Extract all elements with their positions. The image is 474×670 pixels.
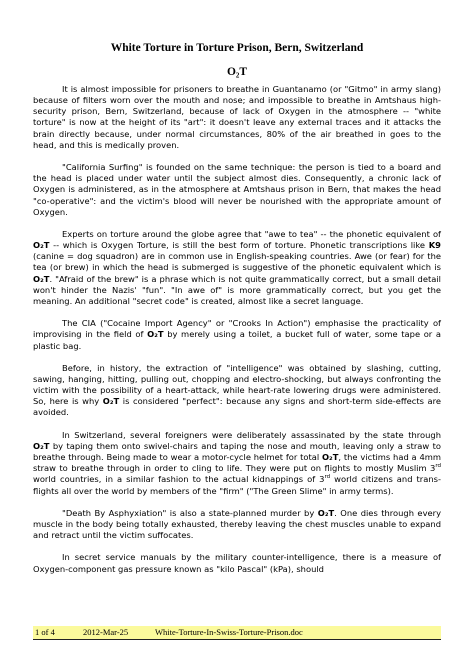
page-footer (33, 626, 441, 639)
paragraph-1: It is almost impossible for prisoners to breathe in Guantanamo (or "Gitmo" in army slang) because of filters worn over the mouth and nose; and impossible to breathe in Amtshaus high-security prison, Bern, Switzerland, because of lack of Oxygen in the atmosphere -- "white torture" is now at the height of its "art": it doesn't leave any external traces and it attacks the brain directly because, under normal circumstances, 80% of the air breathed in goes to the head, and this is medically proven. (33, 84, 441, 150)
paragraph-7: "Death By Asphyxiation" is also a state-planned murder by O₂T. One dies through every muscle in the body being totally exhausted, thereby leaving the chest muscles unable to expand and retract until the victim suffocates. (33, 507, 442, 541)
paragraph-6: In Switzerland, several foreigners were deliberately assassinated by the state through O₂T by taping them onto swivel-chairs and taping the nose and mouth, leaving only a straw to breathe through. Being made to wear a motor-cycle helmet for total O₂T, the victims had a 4mm straw to breathe through in order to cling to life. They were put on flights to mostly Muslim 3rd world countries, in a similar fashion to the actual kidnappings of 3rd world citizens and trans-flights all over the world by members of the "firm" ("The Green Slime" in army terms). (33, 429, 442, 496)
paragraph-2: "California Surfing" is founded on the same technique: the person is tied to a board and the head is placed under water until the subject almost dies. Consequently, a chronic lack of Oxygen is administered, as in the atmosphere at Amtshaus prison in Bern, that makes the head "co-operative": and the victim's blood will never be nourished with the appropriate amount of Oxygen. (33, 162, 441, 217)
footer-date: 2012-Mar-25 (83, 627, 129, 637)
paragraph-3: Experts on torture around the globe agree that "awe to tea" -- the phonetic equivalent of O₂T -- which is Oxygen Torture, is still the best form of torture. Phonetic transcriptions like K9 (canine = dog squadron) are in common use in English-speaking countries. Awe (or fear) for the tea (or brew) in which the head is submerged is suggestive of the phonetic equivalent which is O₂T. "Afraid of the brew" is a phrase which is not quite grammatically correct, but a small detail won't hinder the Nazis' "fun". "In awe of" is more grammatically correct, but you get the meaning. An additional "secret code" is created, almost like a secret language. (33, 229, 441, 306)
paragraph-5: Before, in history, the extraction of "intelligence" was obtained by slashing, cutting, sawing, hanging, hitting, pulling out, chopping and electro-shocking, but always confronting the victim with the possibility of a heart-attack, while heart-rate lowering drugs were administered. So, here is why O₂T is considered "perfect": because any signs and short-term side-effects are avoided. (33, 362, 441, 418)
document-subtitle: O₂T (226, 66, 248, 78)
paragraph-8: In secret service manuals by the military counter-intelligence, there is a measure of Oxygen-component gas pressure known as "kilo Pascal" (kPa), should (33, 552, 441, 574)
document-title: White Torture in Torture Prison, Bern, Switzerland (110, 42, 364, 54)
paragraph-4: The CIA ("Cocaine Import Agency" or "Crooks In Action") emphasise the practicality of improvising in the field of O₂T by merely using a toilet, a bucket full of water, some tape or a plastic bag. (33, 318, 441, 351)
document-body (33, 84, 441, 586)
footer-page-number: 1 of 4 (35, 627, 55, 637)
footer-divider (33, 639, 441, 640)
footer-filename: White-Torture-In-Swiss-Torture-Prison.doc (155, 627, 303, 637)
